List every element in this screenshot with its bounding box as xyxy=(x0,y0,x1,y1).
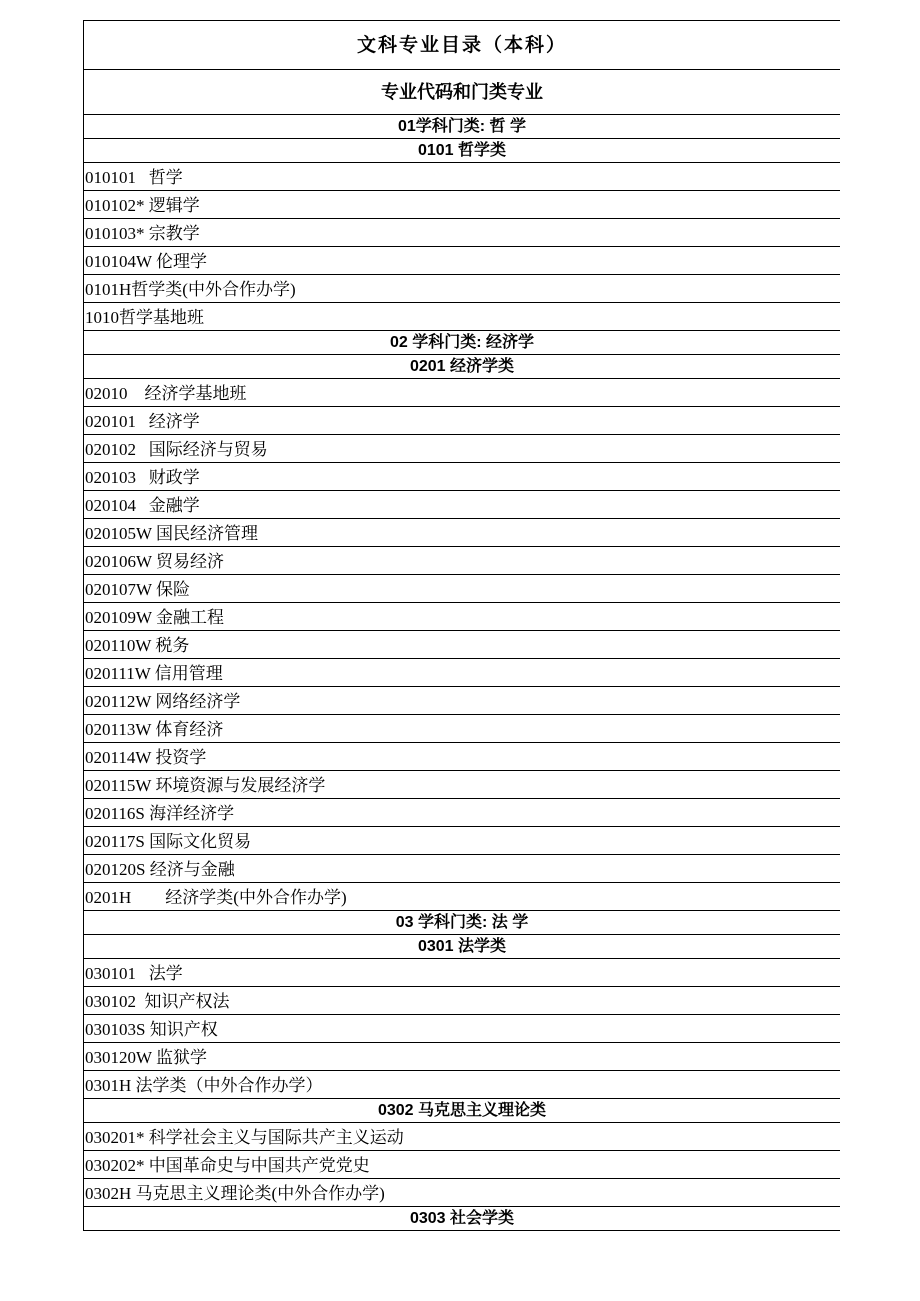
major-row: 020110W 税务 xyxy=(84,631,840,659)
major-row: 020104 金融学 xyxy=(84,491,840,519)
category-heading: 03 学科门类: 法 学 xyxy=(84,911,840,935)
major-row: 010104W 伦理学 xyxy=(84,247,840,275)
group-heading: 0303 社会学类 xyxy=(84,1207,840,1231)
major-row: 030102 知识产权法 xyxy=(84,987,840,1015)
page-title: 文科专业目录（本科） xyxy=(84,21,840,70)
major-row: 010103* 宗教学 xyxy=(84,219,840,247)
category-heading: 01学科门类: 哲 学 xyxy=(84,115,840,139)
major-row: 0201H 经济学类(中外合作办学) xyxy=(84,883,840,911)
group-heading: 0302 马克思主义理论类 xyxy=(84,1099,840,1123)
major-row: 020112W 网络经济学 xyxy=(84,687,840,715)
major-row: 010102* 逻辑学 xyxy=(84,191,840,219)
major-row: 030101 法学 xyxy=(84,959,840,987)
catalog-table xyxy=(83,20,840,1231)
major-row: 020111W 信用管理 xyxy=(84,659,840,687)
major-row: 020106W 贸易经济 xyxy=(84,547,840,575)
group-heading: 0201 经济学类 xyxy=(84,355,840,379)
major-row: 030201* 科学社会主义与国际共产主义运动 xyxy=(84,1123,840,1151)
major-row: 0301H 法学类（中外合作办学） xyxy=(84,1071,840,1099)
major-row: 020105W 国民经济管理 xyxy=(84,519,840,547)
major-row: 020109W 金融工程 xyxy=(84,603,840,631)
major-row: 010101 哲学 xyxy=(84,163,840,191)
major-row: 020114W 投资学 xyxy=(84,743,840,771)
major-row: 030202* 中国革命史与中国共产党党史 xyxy=(84,1151,840,1179)
category-heading: 02 学科门类: 经济学 xyxy=(84,331,840,355)
major-row: 020113W 体育经济 xyxy=(84,715,840,743)
major-row: 020117S 国际文化贸易 xyxy=(84,827,840,855)
group-heading: 0101 哲学类 xyxy=(84,139,840,163)
major-row: 030103S 知识产权 xyxy=(84,1015,840,1043)
major-row: 020115W 环境资源与发展经济学 xyxy=(84,771,840,799)
major-row: 020107W 保险 xyxy=(84,575,840,603)
major-row: 020116S 海洋经济学 xyxy=(84,799,840,827)
group-heading: 0301 法学类 xyxy=(84,935,840,959)
major-row: 020120S 经济与金融 xyxy=(84,855,840,883)
major-row: 02010 经济学基地班 xyxy=(84,379,840,407)
major-row: 0302H 马克思主义理论类(中外合作办学) xyxy=(84,1179,840,1207)
major-row: 0101H哲学类(中外合作办学) xyxy=(84,275,840,303)
major-row: 020101 经济学 xyxy=(84,407,840,435)
major-row: 1010哲学基地班 xyxy=(84,303,840,331)
major-row: 020103 财政学 xyxy=(84,463,840,491)
catalog-rows xyxy=(84,115,840,1231)
major-row: 030120W 监狱学 xyxy=(84,1043,840,1071)
major-row: 020102 国际经济与贸易 xyxy=(84,435,840,463)
table-header: 专业代码和门类专业 xyxy=(84,70,840,115)
